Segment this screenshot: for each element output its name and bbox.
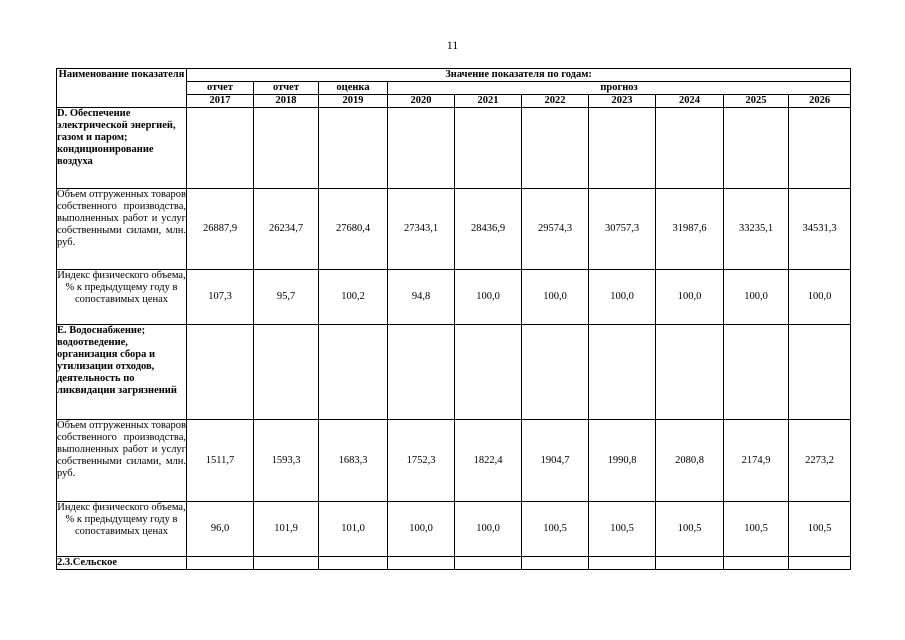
period-type-2017: отчет	[187, 82, 254, 95]
values-header: Значение показателя по годам:	[187, 69, 851, 82]
table-cell: 100,0	[656, 270, 724, 325]
table-cell: 100,2	[319, 270, 388, 325]
table-cell	[254, 557, 319, 570]
table-cell	[522, 325, 589, 420]
period-type-2019: оценка	[319, 82, 388, 95]
table-cell: 100,0	[388, 502, 455, 557]
forecast-header: прогноз	[388, 82, 851, 95]
table-cell: 1990,8	[589, 420, 656, 502]
year-header: 2018	[254, 95, 319, 108]
table-cell: 26234,7	[254, 189, 319, 270]
table-cell	[789, 325, 851, 420]
table-row	[57, 325, 851, 420]
indicator-table	[56, 68, 851, 570]
table-cell	[187, 325, 254, 420]
table-cell	[187, 108, 254, 189]
name-column-header: Наименование показателя	[57, 69, 187, 108]
table-cell	[789, 108, 851, 189]
table-cell: 2273,2	[789, 420, 851, 502]
table-cell: 100,5	[789, 502, 851, 557]
section-heading: 2.3.Сельское	[57, 557, 187, 570]
table-cell	[254, 325, 319, 420]
table-cell: 1683,3	[319, 420, 388, 502]
table-row	[57, 189, 851, 270]
table-cell: 100,5	[589, 502, 656, 557]
table-cell: 1593,3	[254, 420, 319, 502]
table-cell	[455, 325, 522, 420]
table-cell: 100,0	[455, 502, 522, 557]
table-cell	[724, 557, 789, 570]
table-cell	[522, 557, 589, 570]
table-cell: 31987,6	[656, 189, 724, 270]
table-cell	[319, 108, 388, 189]
table-row	[57, 502, 851, 557]
table-cell	[319, 557, 388, 570]
row-label: Объем отгруженных товаров собственного производства, выполненных работ и услуг собственными силами, млн. руб.	[57, 189, 187, 270]
table-cell: 28436,9	[455, 189, 522, 270]
table-cell	[388, 108, 455, 189]
table-cell: 101,0	[319, 502, 388, 557]
table-cell: 1752,3	[388, 420, 455, 502]
table-cell	[455, 557, 522, 570]
table-cell: 100,0	[522, 270, 589, 325]
table-cell	[724, 325, 789, 420]
table-cell: 100,0	[589, 270, 656, 325]
table-cell	[724, 108, 789, 189]
table-cell: 1511,7	[187, 420, 254, 502]
year-header: 2025	[724, 95, 789, 108]
table-cell	[656, 557, 724, 570]
page-number: 11	[446, 38, 459, 52]
table-cell: 95,7	[254, 270, 319, 325]
row-label: Индекс физического объема, % к предыдущему году в сопоставимых ценах	[57, 502, 187, 557]
section-heading: E. Водоснабжение; водоотведение, организация сбора и утилизации отходов, деятельность по ликвидации загрязнений	[57, 325, 187, 420]
table-cell	[187, 557, 254, 570]
table-cell	[254, 108, 319, 189]
table-cell: 29574,3	[522, 189, 589, 270]
table-row	[57, 108, 851, 189]
table-cell: 100,0	[455, 270, 522, 325]
section-heading: D. Обеспечение электрической энергией, газом и паром; кондиционирование воздуха	[57, 108, 187, 189]
table-cell	[522, 108, 589, 189]
table-cell: 94,8	[388, 270, 455, 325]
year-header: 2017	[187, 95, 254, 108]
year-header: 2022	[522, 95, 589, 108]
year-header: 2019	[319, 95, 388, 108]
table-cell: 107,3	[187, 270, 254, 325]
table-cell: 100,5	[724, 502, 789, 557]
table-cell	[789, 557, 851, 570]
table-cell: 100,0	[789, 270, 851, 325]
table-cell: 34531,3	[789, 189, 851, 270]
year-header: 2023	[589, 95, 656, 108]
table-row	[57, 420, 851, 502]
table-cell: 1822,4	[455, 420, 522, 502]
table-cell	[656, 108, 724, 189]
period-type-2018: отчет	[254, 82, 319, 95]
table-cell: 27343,1	[388, 189, 455, 270]
table-cell	[656, 325, 724, 420]
table-cell: 1904,7	[522, 420, 589, 502]
year-header: 2020	[388, 95, 455, 108]
table-cell: 26887,9	[187, 189, 254, 270]
table-cell	[589, 557, 656, 570]
table-cell: 96,0	[187, 502, 254, 557]
table-cell: 100,0	[724, 270, 789, 325]
table-cell: 33235,1	[724, 189, 789, 270]
year-header: 2026	[789, 95, 851, 108]
table-row	[57, 557, 851, 570]
year-header: 2024	[656, 95, 724, 108]
table-cell: 100,5	[522, 502, 589, 557]
table-cell: 100,5	[656, 502, 724, 557]
table-cell: 30757,3	[589, 189, 656, 270]
row-label: Объем отгруженных товаров собственного производства, выполненных работ и услуг собственными силами, млн. руб.	[57, 420, 187, 502]
table-cell: 2174,9	[724, 420, 789, 502]
table-cell: 2080,8	[656, 420, 724, 502]
table-cell	[388, 557, 455, 570]
row-label: Индекс физического объема, % к предыдущему году в сопоставимых ценах	[57, 270, 187, 325]
table-row	[57, 270, 851, 325]
table-cell: 101,9	[254, 502, 319, 557]
year-header: 2021	[455, 95, 522, 108]
table-cell	[589, 108, 656, 189]
table-cell	[589, 325, 656, 420]
table-cell	[319, 325, 388, 420]
table-cell: 27680,4	[319, 189, 388, 270]
table-cell	[388, 325, 455, 420]
table-cell	[455, 108, 522, 189]
